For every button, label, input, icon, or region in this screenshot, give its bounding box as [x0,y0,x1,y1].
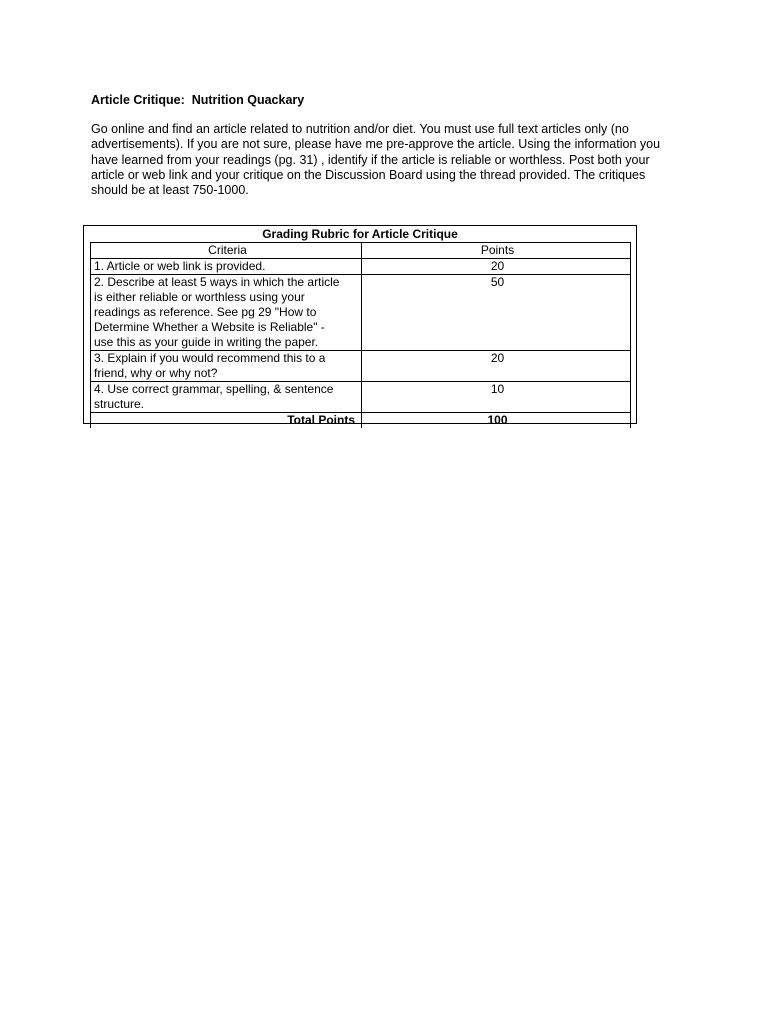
criteria-line: 1. Article or web link is provided. [94,259,266,273]
rubric-row [91,351,631,382]
instructions-line: advertisements). If you are not sure, please have me pre-approve the article. Using the information you [91,137,661,152]
rubric-total-row [91,413,631,429]
rubric-row [91,275,631,351]
points-cell: 20 [362,259,631,275]
rubric-row [91,382,631,413]
points-cell: 20 [362,351,631,382]
criteria-line: structure. [94,397,145,411]
criteria-cell [91,275,362,351]
rubric-row [91,259,631,275]
criteria-cell [91,259,362,275]
instructions-paragraph [91,122,671,198]
criteria-column-header: Criteria [91,243,362,259]
points-cell: 50 [362,275,631,351]
criteria-line: 2. Describe at least 5 ways in which the article [94,275,340,289]
rubric-heading: Grading Rubric for Article Critique [262,227,458,241]
instructions-line: Go online and find an article related to nutrition and/or diet. You must use full text articles only (no [91,122,629,136]
rubric-header-row [91,243,631,259]
document-title: Article Critique: Nutrition Quackary [91,93,305,107]
criteria-cell [91,382,362,413]
criteria-line: friend, why or why not? [94,366,218,380]
instructions-line: should be at least 750-1000. [91,183,249,198]
criteria-line: 4. Use correct grammar, spelling, & sentence [94,382,334,396]
total-points-value: 100 [362,413,631,429]
instructions-line: article or web link and your critique on the Discussion Board using the thread provided. The critiques [91,167,646,182]
rubric-table [90,242,631,428]
criteria-line: 3. Explain if you would recommend this to a [94,351,326,365]
points-cell: 10 [362,382,631,413]
criteria-line: readings as reference. See pg 29 "How to [94,305,317,319]
criteria-cell [91,351,362,382]
points-column-header: Points [362,243,631,259]
criteria-line: is either reliable or worthless using your [94,290,305,304]
criteria-line: Determine Whether a Website is Reliable" - [94,320,325,334]
grading-rubric [83,225,637,427]
criteria-line: use this as your guide in writing the paper. [94,335,319,349]
instructions-line: have learned from your readings (pg. 31) , identify if the article is reliable or worthless. Post both your [91,152,650,167]
total-points-label: Total Points [91,413,362,429]
